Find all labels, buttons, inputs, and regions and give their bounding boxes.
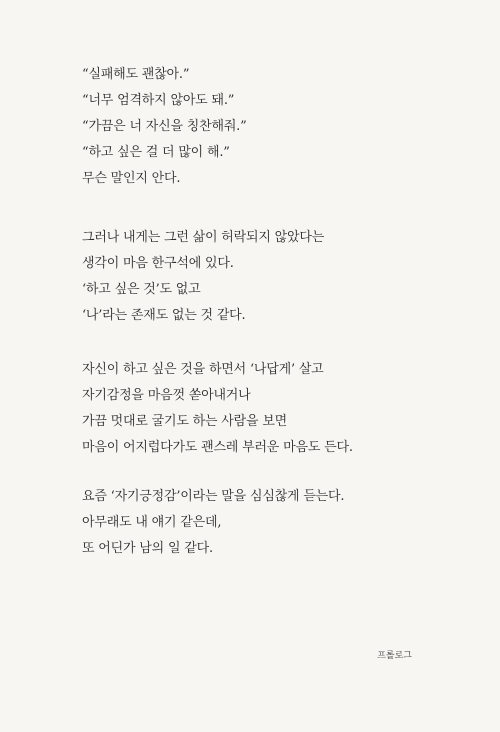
text-line: ‘나’라는 존재도 없는 것 같다. xyxy=(82,308,246,323)
text-line: 자신이 하고 싶은 것을 하면서 ‘나답게’ 살고 xyxy=(82,362,324,377)
section-label-footer: 프롤로그 xyxy=(377,651,412,661)
text-line: 가끔 멋대로 굴기도 하는 사람을 보면 xyxy=(82,414,288,429)
text-line: 무슨 말인지 안다. xyxy=(82,171,181,186)
stanza-4 xyxy=(82,484,344,562)
text-line: 그러나 내게는 그런 삶이 허락되지 않았다는 xyxy=(82,230,325,245)
text-line: 요즘 ‘자기긍정감’이라는 말을 심심찮게 듣는다. xyxy=(82,489,345,504)
text-line: 또 어딘가 남의 일 같다. xyxy=(82,541,213,556)
text-line: 자기감정을 마음껏 쏟아내거나 xyxy=(82,388,251,403)
stanza-2 xyxy=(82,225,324,329)
stanza-3 xyxy=(82,357,353,461)
text-line: “가끔은 너 자신을 칭찬해줘.” xyxy=(82,119,247,134)
text-line: ‘하고 싶은 것’도 없고 xyxy=(82,282,201,297)
text-line: “하고 싶은 걸 더 많이 해.” xyxy=(82,145,230,160)
text-line: 마음이 어지럽다가도 괜스레 부러운 마음도 든다. xyxy=(82,440,353,455)
text-line: 아무래도 내 얘기 같은데, xyxy=(82,515,222,530)
stanza-1 xyxy=(82,62,247,192)
text-line: “실패해도 괜찮아.” xyxy=(82,67,190,82)
text-line: “너무 엄격하지 않아도 돼.” xyxy=(82,93,235,108)
text-line: 생각이 마음 한구석에 있다. xyxy=(82,256,234,271)
